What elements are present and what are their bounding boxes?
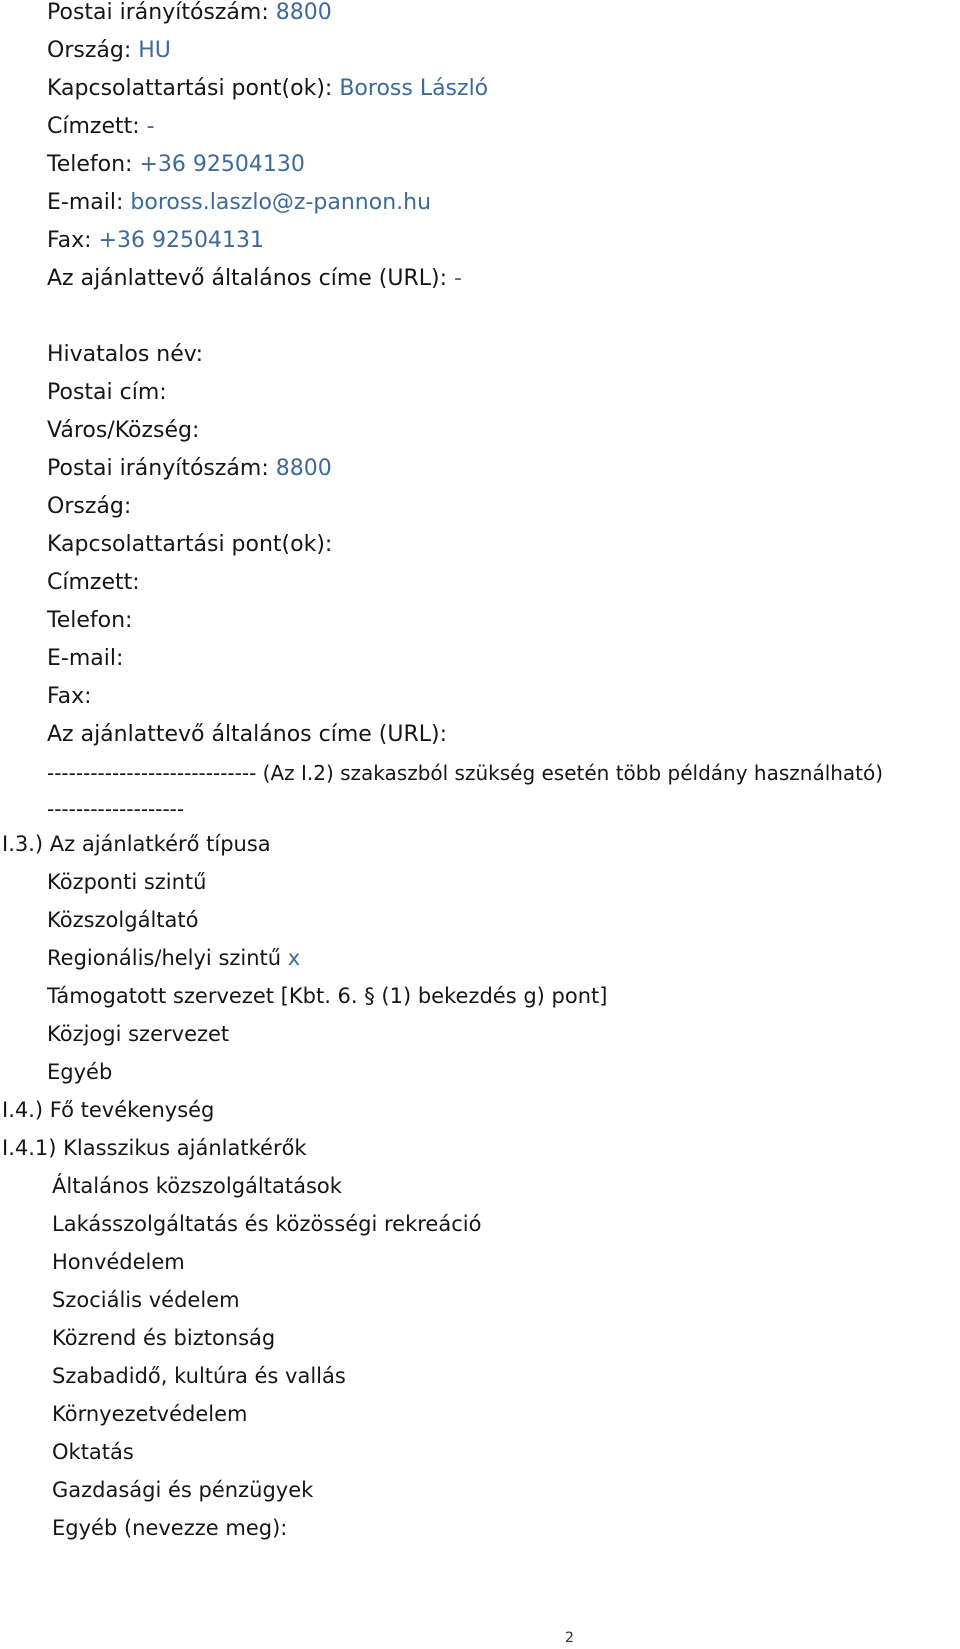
i3-item-label: Közjogi szervezet [47, 1022, 230, 1046]
i41-item: Szociális védelem [52, 1288, 240, 1312]
b2-postal-address-row [47, 382, 167, 404]
i3-item-label: Támogatott szervezet [Kbt. 6. § (1) bekezdés g) pont] [47, 984, 608, 1008]
b1-contact-value: Boross László [339, 76, 489, 101]
b2-contact-label: Kapcsolattartási pont(ok): [47, 532, 333, 557]
b2-country-row [47, 496, 131, 518]
b1-url-label: Az ajánlattevő általános címe (URL): [47, 266, 448, 291]
b2-phone-label: Telefon: [47, 608, 133, 633]
i41-item: Lakásszolgáltatás és közösségi rekreáció [52, 1212, 482, 1236]
b1-email-row [47, 192, 431, 214]
i41-item: Honvédelem [52, 1250, 185, 1274]
section-i4-heading: I.4.) Fő tevékenység [2, 1098, 215, 1122]
b1-url-value: - [454, 266, 462, 291]
b2-fax-label: Fax: [47, 684, 92, 709]
b2-official-name-row [47, 344, 203, 366]
b1-contact-row [47, 78, 488, 100]
i41-item: Oktatás [52, 1440, 134, 1464]
b2-url-label: Az ajánlattevő általános címe (URL): [47, 722, 448, 747]
b2-postal-code-row [47, 458, 332, 480]
b2-phone-row [47, 610, 132, 632]
b1-postal-code-value: 8800 [275, 0, 332, 25]
section-i41-heading: I.4.1) Klasszikus ajánlatkérők [2, 1136, 307, 1160]
i3-item-label: Közszolgáltató [47, 908, 199, 932]
b2-official-name-label: Hivatalos név: [47, 342, 203, 367]
b1-addressee-value: - [146, 114, 155, 139]
b1-postal-code-row [47, 2, 332, 24]
i3-item-label: Regionális/helyi szintű [47, 946, 282, 970]
b2-addressee-label: Címzett: [47, 570, 140, 595]
i41-item: Egyéb (nevezze meg): [52, 1516, 288, 1540]
b2-country-label: Ország: [47, 494, 132, 519]
b1-country-value: HU [138, 38, 171, 63]
i41-item: Általános közszolgáltatások [52, 1174, 342, 1198]
b1-addressee-row [47, 116, 155, 138]
b2-addressee-row [47, 572, 140, 594]
b1-email-value[interactable]: boross.laszlo@z-pannon.hu [130, 190, 432, 215]
i3-item-central [47, 872, 206, 893]
b1-addressee-label: Címzett: [47, 114, 140, 139]
b1-contact-label: Kapcsolattartási pont(ok): [47, 76, 333, 101]
b1-fax-value: +36 92504131 [98, 228, 264, 253]
b1-email-label: E-mail: [47, 190, 124, 215]
b1-phone-value: +36 92504130 [139, 152, 305, 177]
b2-email-label: E-mail: [47, 646, 124, 671]
i3-item-label: Egyéb [47, 1060, 113, 1084]
b2-city-row [47, 420, 199, 442]
separator-line-2: ------------------- [47, 797, 185, 821]
b2-postal-code-value: 8800 [275, 456, 332, 481]
i41-item: Közrend és biztonság [52, 1326, 276, 1350]
b1-country-row [47, 40, 171, 62]
i3-item-other [47, 1062, 112, 1083]
b2-contact-row [47, 534, 332, 556]
b1-country-label: Ország: [47, 38, 132, 63]
b2-postal-address-label: Postai cím: [47, 380, 167, 405]
section-i3-heading: I.3.) Az ajánlatkérő típusa [2, 832, 271, 856]
i41-item: Gazdasági és pénzügyek [52, 1478, 314, 1502]
b2-url-row [47, 724, 447, 746]
b2-city-label: Város/Község: [47, 418, 200, 443]
i3-item-public-service [47, 910, 198, 931]
b2-fax-row [47, 686, 92, 708]
i3-item-mark: x [287, 946, 301, 970]
b1-postal-code-label: Postai irányítószám: [47, 0, 269, 25]
b2-email-row [47, 648, 123, 670]
i3-item-regional [47, 948, 300, 969]
b2-postal-code-label: Postai irányítószám: [47, 456, 269, 481]
separator-line-1: ----------------------------- (Az I.2) szakaszból szükség esetén több példány használható) [47, 761, 884, 785]
b1-phone-label: Telefon: [47, 152, 133, 177]
b1-phone-row [47, 154, 305, 176]
i41-item: Szabadidő, kultúra és vallás [52, 1364, 346, 1388]
i3-item-supported-org [47, 986, 607, 1007]
b1-fax-label: Fax: [47, 228, 92, 253]
b1-fax-row [47, 230, 264, 252]
i3-item-public-law [47, 1024, 229, 1045]
i3-item-label: Központi szintű [47, 870, 207, 894]
b1-url-row [47, 268, 462, 290]
i41-item: Környezetvédelem [52, 1402, 248, 1426]
page-number: 2 [565, 1630, 574, 1646]
